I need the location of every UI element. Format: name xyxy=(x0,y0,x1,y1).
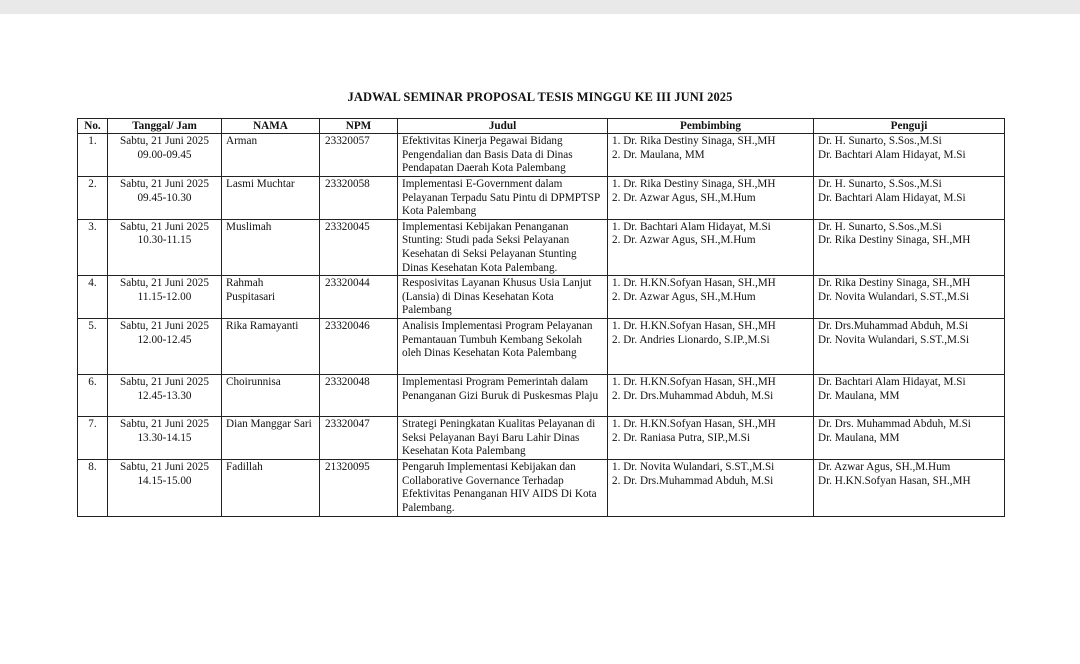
row-judul: Implementasi Kebijakan Penanganan Stunting: Studi pada Seksi Pelayanan Kesehatan di Seksi Pelayanan Stunting Dinas Kesehatan Kota Palembang. xyxy=(398,219,608,275)
row-nama: Muslimah xyxy=(222,219,320,275)
row-time: 11.15-12.00 xyxy=(137,290,192,303)
row-pembimbing xyxy=(608,177,814,220)
row-date: Sabtu, 21 Juni 2025 xyxy=(120,178,209,190)
penguji-2: Dr. Rika Destiny Sinaga, SH.,MH xyxy=(818,234,971,247)
row-no: 1. xyxy=(78,134,108,177)
row-nama: Dian Manggar Sari xyxy=(222,417,320,460)
row-time: 10.30-11.15 xyxy=(137,234,192,247)
penguji-2: Dr. Novita Wulandari, S.ST.,M.Si xyxy=(818,333,970,346)
row-datetime xyxy=(108,375,222,417)
penguji-2: Dr. Maulana, MM xyxy=(818,389,900,402)
row-penguji xyxy=(814,375,1005,417)
pembimbing-2: 2. Dr. Azwar Agus, SH.,M.Hum xyxy=(612,191,756,204)
row-nama: Rahmah Puspitasari xyxy=(222,276,320,319)
row-judul: Efektivitas Kinerja Pegawai Bidang Pengendalian dan Basis Data di Dinas Pendapatan Daerah Kota Palembang xyxy=(398,134,608,177)
row-date: Sabtu, 21 Juni 2025 xyxy=(120,461,209,474)
row-pembimbing xyxy=(608,460,814,516)
row-no: 6. xyxy=(78,375,108,417)
pembimbing-2: 2. Dr. Raniasa Putra, SIP.,M.Si xyxy=(612,431,750,444)
row-no: 7. xyxy=(78,417,108,460)
table-row xyxy=(78,134,1005,177)
penguji-2: Dr. H.KN.Sofyan Hasan, SH.,MH xyxy=(818,474,971,487)
header-nama: NAMA xyxy=(222,119,320,134)
row-nama: Rika Ramayanti xyxy=(222,319,320,375)
row-penguji xyxy=(814,319,1005,375)
row-npm: 23320057 xyxy=(320,134,398,177)
row-nama: Arman xyxy=(222,134,320,177)
penguji-1: Dr. H. Sunarto, S.Sos.,M.Si xyxy=(818,220,942,233)
row-date: Sabtu, 21 Juni 2025 xyxy=(120,135,209,147)
row-no: 4. xyxy=(78,276,108,319)
row-datetime xyxy=(108,276,222,319)
pembimbing-1: 1. Dr. Bachtari Alam Hidayat, M.Si xyxy=(612,220,771,233)
row-npm: 23320047 xyxy=(320,417,398,460)
pembimbing-2: 2. Dr. Azwar Agus, SH.,M.Hum xyxy=(612,234,756,247)
row-npm: 23320045 xyxy=(320,219,398,275)
row-pembimbing xyxy=(608,134,814,177)
pembimbing-1: 1. Dr. Novita Wulandari, S.ST.,M.Si xyxy=(612,461,775,474)
table-row xyxy=(78,177,1005,220)
row-time: 09.00-09.45 xyxy=(137,148,192,161)
penguji-1: Dr. Azwar Agus, SH.,M.Hum xyxy=(818,461,951,474)
penguji-1: Dr. Drs.Muhammad Abduh, M.Si xyxy=(818,320,969,333)
row-time: 09.45-10.30 xyxy=(137,191,192,204)
penguji-2: Dr. Bachtari Alam Hidayat, M.Si xyxy=(818,148,966,161)
penguji-1: Dr. Rika Destiny Sinaga, SH.,MH xyxy=(818,277,971,290)
header-npm: NPM xyxy=(320,119,398,134)
row-judul: Implementasi E-Government dalam Pelayanan Terpadu Satu Pintu di DPMPTSP Kota Palembang xyxy=(398,177,608,220)
penguji-1: Dr. H. Sunarto, S.Sos.,M.Si xyxy=(818,135,942,147)
pembimbing-2: 2. Dr. Azwar Agus, SH.,M.Hum xyxy=(612,290,756,303)
pembimbing-1: 1. Dr. Rika Destiny Sinaga, SH.,MH xyxy=(612,135,776,147)
header-tanggal: Tanggal/ Jam xyxy=(108,119,222,134)
row-datetime xyxy=(108,417,222,460)
penguji-1: Dr. H. Sunarto, S.Sos.,M.Si xyxy=(818,178,942,190)
row-no: 5. xyxy=(78,319,108,375)
row-npm: 21320095 xyxy=(320,460,398,516)
row-penguji xyxy=(814,177,1005,220)
row-date: Sabtu, 21 Juni 2025 xyxy=(120,376,209,389)
header-no: No. xyxy=(78,119,108,134)
row-pembimbing xyxy=(608,276,814,319)
row-judul: Analisis Implementasi Program Pelayanan Pemantauan Tumbuh Kembang Sekolah oleh Dinas Kesehatan Kota Palembang xyxy=(398,319,608,375)
table-row xyxy=(78,219,1005,275)
row-penguji xyxy=(814,460,1005,516)
row-date: Sabtu, 21 Juni 2025 xyxy=(120,220,209,233)
row-datetime xyxy=(108,319,222,375)
penguji-1: Dr. Drs. Muhammad Abduh, M.Si xyxy=(818,418,971,431)
penguji-2: Dr. Novita Wulandari, S.ST.,M.Si xyxy=(818,290,970,303)
row-penguji xyxy=(814,134,1005,177)
row-judul: Resposivitas Layanan Khusus Usia Lanjut (Lansia) di Dinas Kesehatan Kota Palembang xyxy=(398,276,608,319)
pembimbing-2: 2. Dr. Maulana, MM xyxy=(612,148,705,161)
header-penguji: Penguji xyxy=(814,119,1005,134)
pembimbing-1: 1. Dr. H.KN.Sofyan Hasan, SH.,MH xyxy=(612,320,776,333)
row-time: 13.30-14.15 xyxy=(137,431,192,444)
row-nama: Fadillah xyxy=(222,460,320,516)
table-row xyxy=(78,460,1005,516)
pembimbing-2: 2. Dr. Drs.Muhammad Abduh, M.Si xyxy=(612,474,774,487)
document-title: JADWAL SEMINAR PROPOSAL TESIS MINGGU KE III JUNI 2025 xyxy=(347,90,733,104)
row-pembimbing xyxy=(608,219,814,275)
penguji-2: Dr. Maulana, MM xyxy=(818,431,900,444)
row-nama: Lasmi Muchtar xyxy=(222,177,320,220)
table-row xyxy=(78,417,1005,460)
row-judul: Pengaruh Implementasi Kebijakan dan Collaborative Governance Terhadap Efektivitas Penanganan HIV AIDS Di Kota Palembang. xyxy=(398,460,608,516)
row-npm: 23320044 xyxy=(320,276,398,319)
header-judul: Judul xyxy=(398,119,608,134)
row-datetime xyxy=(108,219,222,275)
row-date: Sabtu, 21 Juni 2025 xyxy=(120,277,209,290)
row-datetime xyxy=(108,177,222,220)
penguji-2: Dr. Bachtari Alam Hidayat, M.Si xyxy=(818,191,966,204)
row-datetime xyxy=(108,460,222,516)
row-nama: Choirunnisa xyxy=(222,375,320,417)
row-time: 12.45-13.30 xyxy=(137,389,192,402)
row-no: 8. xyxy=(78,460,108,516)
row-pembimbing xyxy=(608,319,814,375)
row-judul: Implementasi Program Pemerintah dalam Penanganan Gizi Buruk di Puskesmas Plaju xyxy=(398,375,608,417)
header-pembimbing: Pembimbing xyxy=(608,119,814,134)
row-penguji xyxy=(814,219,1005,275)
top-bar xyxy=(0,0,1080,14)
row-npm: 23320046 xyxy=(320,319,398,375)
row-pembimbing xyxy=(608,417,814,460)
table-row xyxy=(78,319,1005,375)
table-row xyxy=(78,276,1005,319)
row-penguji xyxy=(814,417,1005,460)
pembimbing-2: 2. Dr. Andries Lionardo, S.IP.,M.Si xyxy=(612,333,770,346)
row-npm: 23320058 xyxy=(320,177,398,220)
pembimbing-1: 1. Dr. H.KN.Sofyan Hasan, SH.,MH xyxy=(612,376,776,389)
row-no: 3. xyxy=(78,219,108,275)
pembimbing-1: 1. Dr. H.KN.Sofyan Hasan, SH.,MH xyxy=(612,277,776,290)
row-pembimbing xyxy=(608,375,814,417)
schedule-table xyxy=(77,118,1005,517)
row-time: 14.15-15.00 xyxy=(137,474,192,487)
row-time: 12.00-12.45 xyxy=(137,333,192,346)
row-npm: 23320048 xyxy=(320,375,398,417)
table-row xyxy=(78,375,1005,417)
row-date: Sabtu, 21 Juni 2025 xyxy=(120,320,209,333)
row-datetime xyxy=(108,134,222,177)
row-date: Sabtu, 21 Juni 2025 xyxy=(120,418,209,431)
row-judul: Strategi Peningkatan Kualitas Pelayanan di Seksi Pelayanan Bayi Baru Lahir Dinas Kesehatan Kota Palembang xyxy=(398,417,608,460)
penguji-1: Dr. Bachtari Alam Hidayat, M.Si xyxy=(818,376,966,389)
row-penguji xyxy=(814,276,1005,319)
pembimbing-2: 2. Dr. Drs.Muhammad Abduh, M.Si xyxy=(612,389,774,402)
table-header-row xyxy=(78,119,1005,134)
row-no: 2. xyxy=(78,177,108,220)
pembimbing-1: 1. Dr. H.KN.Sofyan Hasan, SH.,MH xyxy=(612,418,776,431)
pembimbing-1: 1. Dr. Rika Destiny Sinaga, SH.,MH xyxy=(612,178,776,190)
